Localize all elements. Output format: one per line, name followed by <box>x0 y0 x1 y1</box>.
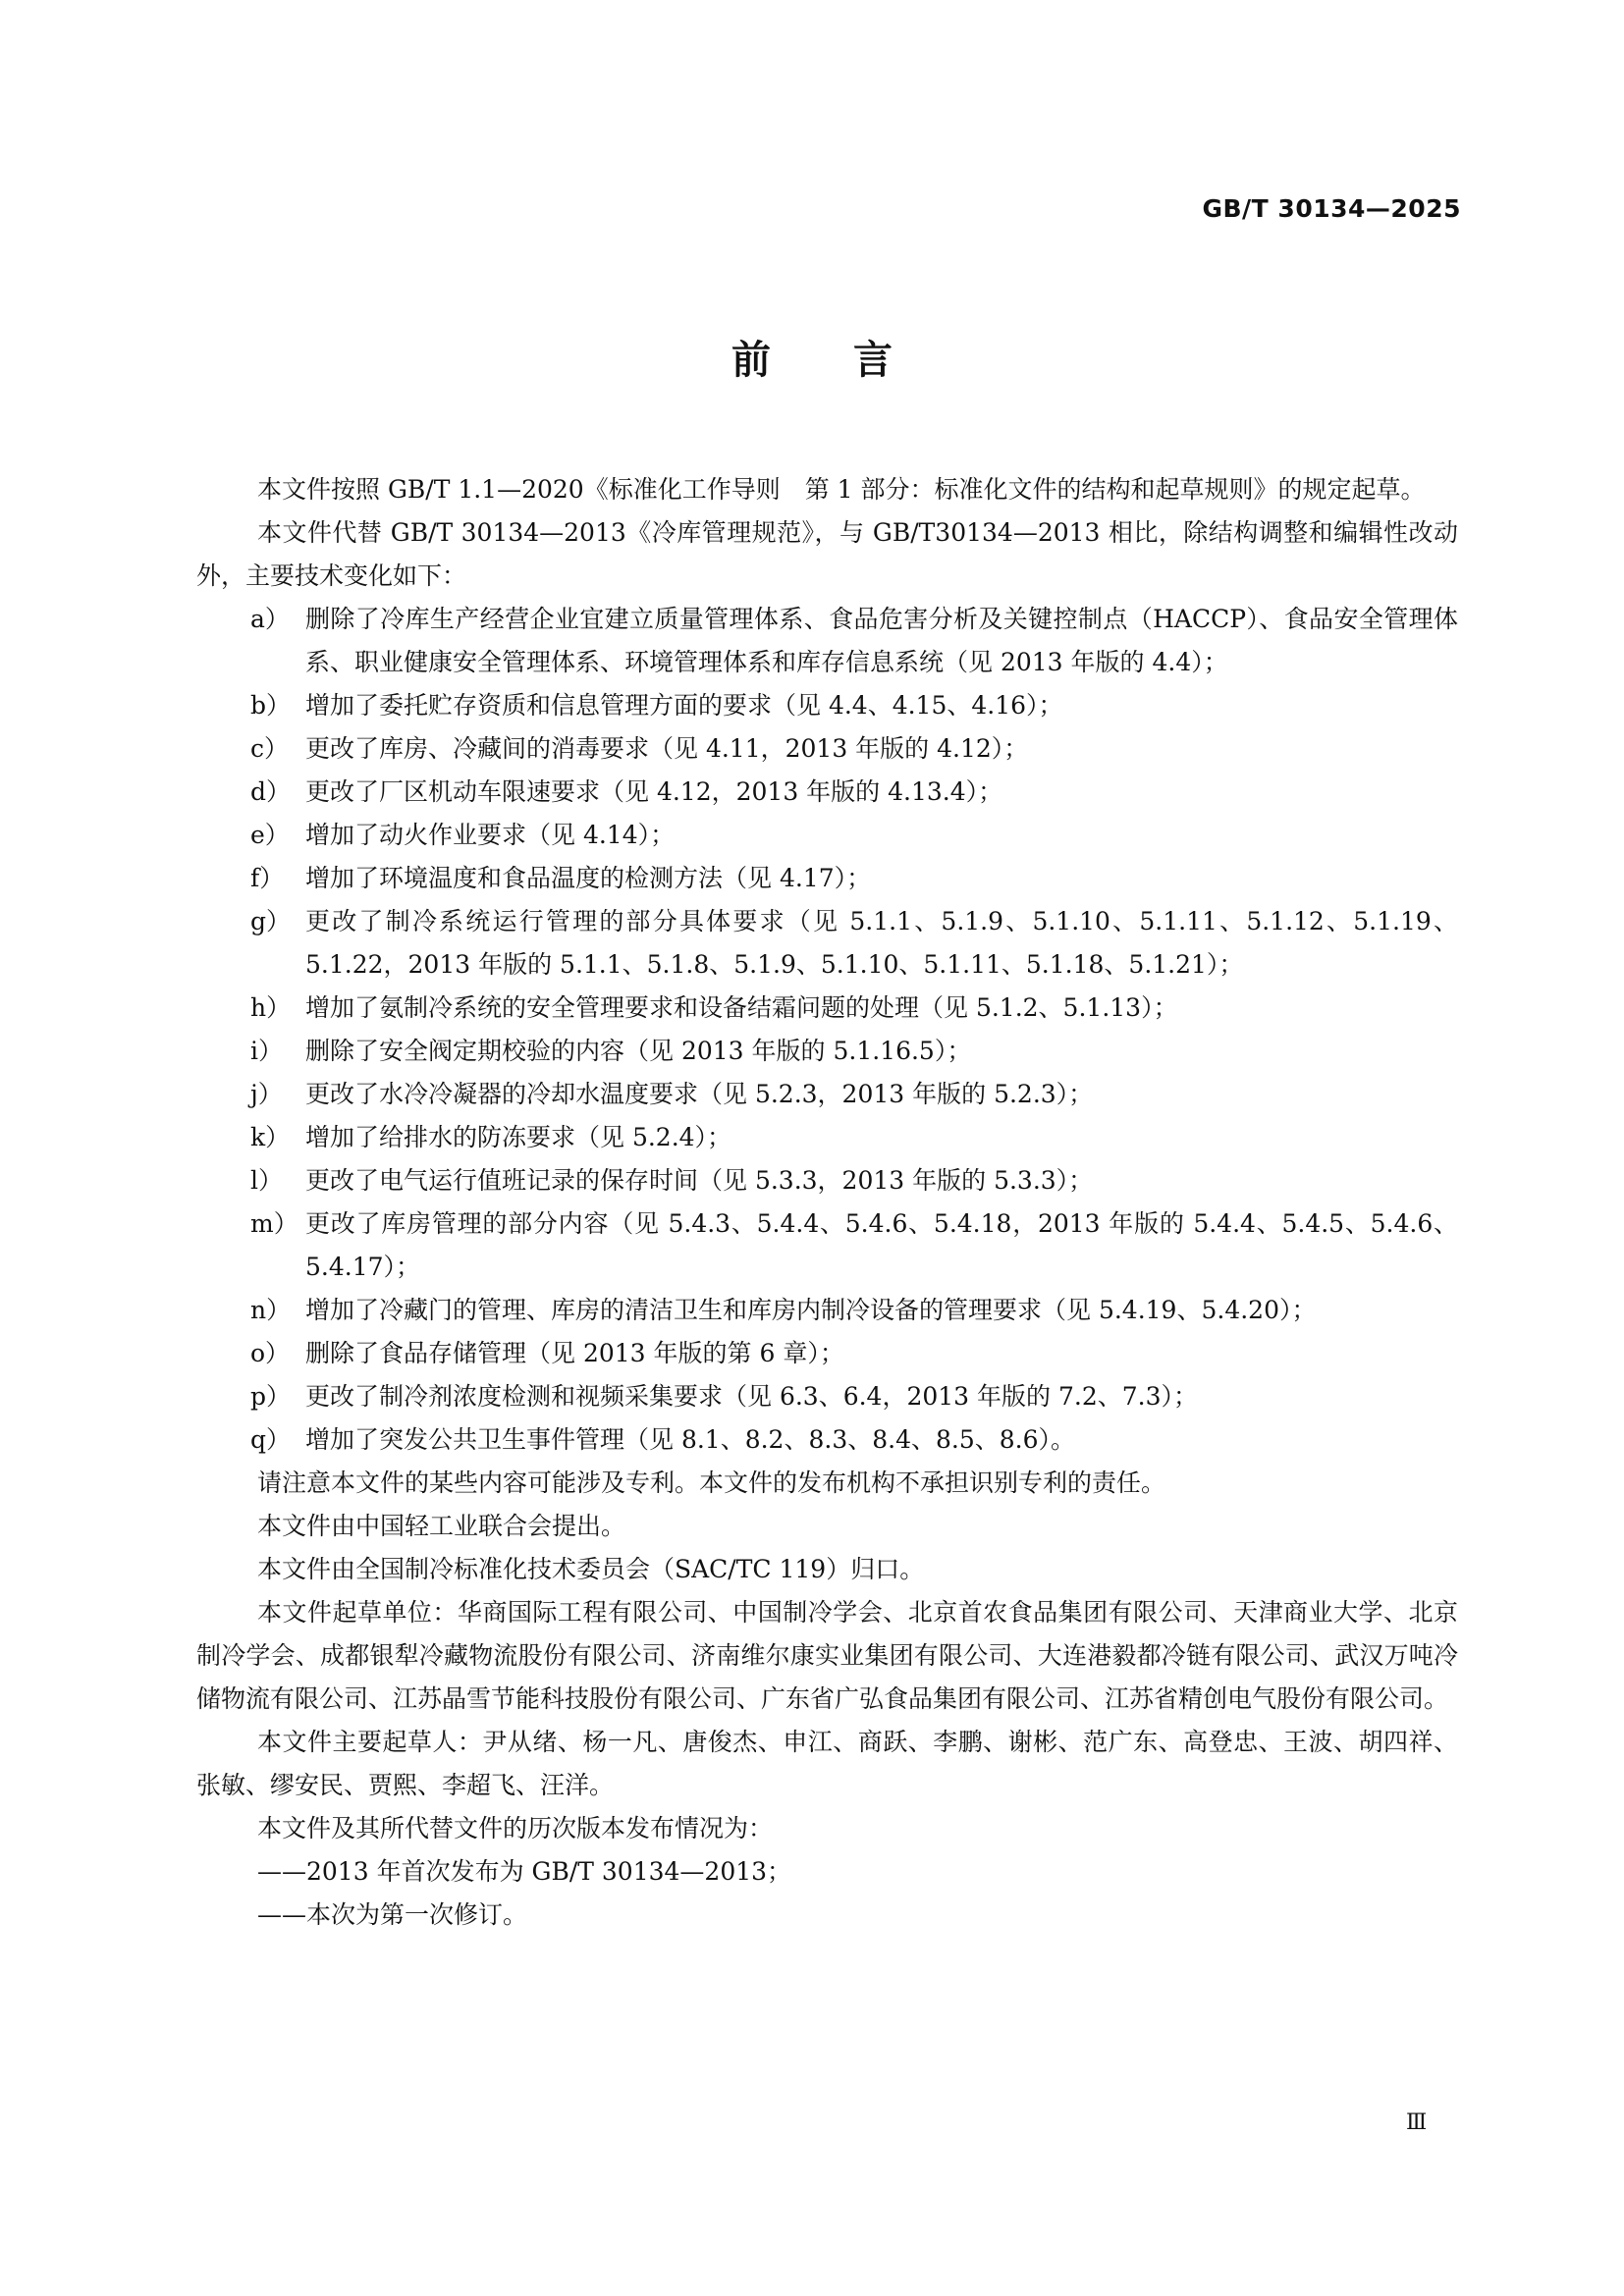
list-item <box>196 987 1458 1030</box>
intro-paragraph: 本文件代替 GB/T 30134—2013《冷库管理规范》，与 GB/T30134—2013 相比，除结构调整和编辑性改动外，主要技术变化如下： <box>196 518 1458 590</box>
intro-paragraph: 本文件按照 GB/T 1.1—2020《标准化工作导则 第 1 部分：标准化文件的结构和起草规则》的规定起草。 <box>257 475 1426 504</box>
committee-statement: 本文件由全国制冷标准化技术委员会（SAC/TC 119）归口。 <box>257 1555 925 1583</box>
list-marker: i） <box>250 1037 283 1065</box>
history-item: ——本次为第一次修订。 <box>257 1900 528 1929</box>
list-item-text: 增加了委托贮存资质和信息管理方面的要求（见 4.4、4.15、4.16）； <box>305 691 1063 720</box>
list-item-text: 更改了库房管理的部分内容（见 5.4.3、5.4.4、5.4.6、5.4.18，2013 年版的 5.4.4、5.4.5、5.4.6、5.4.17）； <box>305 1209 1458 1281</box>
list-item-text: 删除了安全阀定期校验的内容（见 2013 年版的 5.1.16.5）； <box>305 1037 972 1065</box>
list-item <box>196 1116 1458 1159</box>
list-item <box>196 857 1458 900</box>
page-title: 前言 <box>731 338 975 383</box>
list-item <box>196 771 1458 814</box>
list-marker: d） <box>250 777 292 806</box>
list-item-text: 删除了冷库生产经营企业宜建立质量管理体系、食品危害分析及关键控制点（HACCP）、食品安全管理体系、职业健康安全管理体系、环境管理体系和库存信息系统（见 2013 年版的 4.4）； <box>305 605 1458 676</box>
list-item <box>196 1418 1458 1462</box>
list-marker: q） <box>250 1425 292 1454</box>
list-item <box>196 598 1458 684</box>
list-item <box>196 900 1458 987</box>
list-item-text: 增加了冷藏门的管理、库房的清洁卫生和库房内制冷设备的管理要求（见 5.4.19、5.4.20）； <box>305 1296 1317 1324</box>
list-item <box>196 1159 1458 1202</box>
list-item <box>196 1332 1458 1375</box>
drafters: 本文件主要起草人：尹从绪、杨一凡、唐俊杰、申江、商跃、李鹏、谢彬、范广东、高登忠、王波、胡四祥、张敏、缪安民、贾熙、李超飞、汪洋。 <box>196 1728 1458 1799</box>
list-item-text: 增加了环境温度和食品温度的检测方法（见 4.17）； <box>305 864 872 892</box>
list-marker: n） <box>250 1296 292 1324</box>
list-item-text: 更改了库房、冷藏间的消毒要求（见 4.11，2013 年版的 4.12）； <box>305 734 1029 763</box>
list-item-text: 更改了制冷系统运行管理的部分具体要求（见 5.1.1、5.1.9、5.1.10、5.1.11、5.1.12、5.1.19、5.1.22，2013 年版的 5.1.1、5.1.8、5.1.9、5.1.10、5.1.11、5.1.18、5.1.21）； <box>305 907 1458 979</box>
list-marker: g） <box>250 907 292 935</box>
document-code: GB/T 30134—2025 <box>1202 194 1461 223</box>
list-item <box>196 1030 1458 1073</box>
list-item-text: 更改了厂区机动车限速要求（见 4.12，2013 年版的 4.13.4）； <box>305 777 1003 806</box>
list-item-text: 更改了水冷冷凝器的冷却水温度要求（见 5.2.3，2013 年版的 5.2.3）； <box>305 1080 1094 1108</box>
preface-content <box>196 468 1458 1937</box>
list-marker: h） <box>250 993 292 1022</box>
list-marker: f） <box>250 864 285 892</box>
list-item <box>196 1375 1458 1418</box>
list-marker: l） <box>250 1166 283 1195</box>
list-item <box>196 1073 1458 1116</box>
list-item <box>196 684 1458 727</box>
list-marker: j） <box>250 1080 283 1108</box>
list-marker: c） <box>250 734 290 763</box>
list-item-text: 增加了氨制冷系统的安全管理要求和设备结霜问题的处理（见 5.1.2、5.1.13）； <box>305 993 1178 1022</box>
list-item-text: 更改了电气运行值班记录的保存时间（见 5.3.3，2013 年版的 5.3.3）； <box>305 1166 1094 1195</box>
list-marker: o） <box>250 1339 291 1367</box>
list-item-text: 增加了突发公共卫生事件管理（见 8.1、8.2、8.3、8.4、8.5、8.6）。 <box>305 1425 1075 1454</box>
list-item-text: 更改了制冷剂浓度检测和视频采集要求（见 6.3、6.4，2013 年版的 7.2、7.3）； <box>305 1382 1198 1411</box>
page-number: Ⅲ <box>1406 2110 1428 2135</box>
version-history-intro: 本文件及其所代替文件的历次版本发布情况为： <box>257 1814 774 1842</box>
list-marker: p） <box>250 1382 292 1411</box>
list-item <box>196 727 1458 771</box>
list-marker: k） <box>250 1123 291 1151</box>
drafting-units: 本文件起草单位：华商国际工程有限公司、中国制冷学会、北京首农食品集团有限公司、天津商业大学、北京制冷学会、成都银犁冷藏物流股份有限公司、济南维尔康实业集团有限公司、大连港毅都冷链有限公司、武汉万吨冷储物流有限公司、江苏晶雪节能科技股份有限公司、广东省广弘食品集团有限公司、江苏省精创电气股份有限公司。 <box>196 1598 1458 1713</box>
list-item <box>196 814 1458 857</box>
list-item-text: 增加了动火作业要求（见 4.14）； <box>305 821 676 849</box>
patent-notice: 请注意本文件的某些内容可能涉及专利。本文件的发布机构不承担识别专利的责任。 <box>257 1468 1166 1497</box>
list-item-text: 删除了食品存储管理（见 2013 年版的第 6 章）； <box>305 1339 844 1367</box>
proposer-statement: 本文件由中国轻工业联合会提出。 <box>257 1512 626 1540</box>
list-marker: m） <box>250 1209 298 1238</box>
list-item <box>196 1202 1458 1289</box>
list-item-text: 增加了给排水的防冻要求（见 5.2.4）； <box>305 1123 732 1151</box>
history-item: ——2013 年首次发布为 GB/T 30134—2013； <box>257 1857 792 1886</box>
list-marker: e） <box>250 821 290 849</box>
changes-list <box>196 598 1458 1462</box>
list-item <box>196 1289 1458 1332</box>
list-marker: a） <box>250 605 290 633</box>
list-marker: b） <box>250 691 292 720</box>
